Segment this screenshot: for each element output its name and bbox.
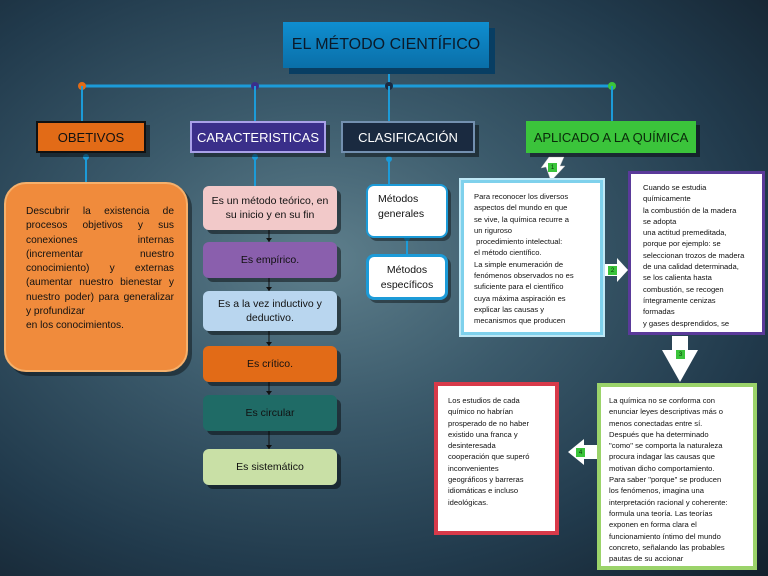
text-line: menos conectadas entre sí. <box>609 418 703 428</box>
text-line: se vive, la química recurre a <box>474 214 569 224</box>
step-label-1: 1 <box>548 163 557 172</box>
text-line: se los calienta hasta <box>643 273 712 283</box>
header-caracteristicas: CARACTERISTICAS <box>190 121 326 153</box>
text-line: cuya máxima aspiración es <box>474 293 566 303</box>
text-line: geográficos y barreras <box>448 475 524 485</box>
caracteristica-sistematico: Es sistemático <box>203 449 337 485</box>
objetivos-text: Descubrir la existencia de procesos objetivos y sus conexiones internas (incrementar nuestro conocimiento) y externas (aumentar nuestro bienestar y nuestro poder) para generalizar y profundizar <box>26 206 174 318</box>
text-line: fenómenos observados no es <box>474 271 574 281</box>
quimica-box-2 <box>628 171 765 335</box>
text-line: prosperado de no haber <box>448 418 530 428</box>
page-title: EL MÉTODO CIENTÍFICO <box>283 22 489 68</box>
objetivos-text-end: en los conocimientos. <box>26 320 124 332</box>
step-label-3: 3 <box>676 350 685 359</box>
caracteristica-empirico: Es empírico. <box>203 242 337 278</box>
text-line: cooperación que superó <box>448 452 530 462</box>
text-line: suficiente para el científico <box>474 282 564 292</box>
text-line: Para reconocer los diversos <box>474 192 569 201</box>
text-line: procura indagar las causas que <box>609 452 715 462</box>
text-line: concreto, señalando las probables <box>609 542 725 552</box>
text-line: combustión, se recogen <box>643 284 724 294</box>
header-quimica: APLICADO A LA QUÍMICA <box>526 121 696 153</box>
text-line: íntegramente cenizas <box>643 295 716 305</box>
text-line: motivan dicho comportamiento. <box>609 463 715 473</box>
caracteristica-inductivo: Es a la vez inductivo y deductivo. <box>203 291 337 331</box>
caracteristica-circular: Es circular <box>203 395 337 431</box>
text-line: los fenómenos, imagina una <box>609 486 704 496</box>
step-label-4: 4 <box>576 448 585 457</box>
text-line: ideológicas. <box>448 497 489 507</box>
header-clasificacion: CLASIFICACIÓN <box>341 121 475 153</box>
text-line: Después que ha determinado <box>609 429 709 439</box>
text-line: un riguroso <box>474 225 512 235</box>
text-line: una actitud premeditada, <box>643 228 727 238</box>
text-line: químicamente <box>643 194 691 204</box>
text-line: de una calidad determinada, <box>643 262 739 272</box>
header-objetivos: OBETIVOS <box>36 121 146 153</box>
text-line: interpretación racional y coherente: <box>609 497 728 507</box>
text-line: Los estudios de cada <box>448 396 520 405</box>
text-line: enunciar leyes descriptivas más o <box>609 407 723 417</box>
text-line: el método científico. <box>474 248 542 258</box>
text-line: desinteresada <box>448 441 496 451</box>
text-line: la combustión de la madera <box>643 205 737 215</box>
caracteristica-teorico: Es un método teórico, en su inicio y en su fin <box>203 186 337 230</box>
objetivos-box <box>4 182 188 372</box>
text-line: La química no se conforma con <box>609 396 715 405</box>
caracteristica-critico: Es crítico. <box>203 346 337 382</box>
text-line: se adopta <box>643 216 677 226</box>
text-line: "como" se comporta la naturaleza <box>609 441 723 451</box>
arrow-3-icon <box>662 336 698 382</box>
text-line: químico no habrían <box>448 407 514 417</box>
quimica-box-4 <box>434 382 559 535</box>
text-line: y gases desprendidos, se <box>643 318 730 328</box>
text-line: formula una teoría. Las teorías <box>609 508 713 518</box>
text-line: procedimiento intelectual: <box>474 237 563 247</box>
quimica-box-3 <box>597 383 757 570</box>
text-line: existido una franca y <box>448 429 518 439</box>
clasificacion-especificos: Métodos específicos <box>366 254 448 300</box>
quimica-box-1 <box>461 180 603 335</box>
text-line: Cuando se estudia <box>643 183 707 192</box>
clasificacion-generales: Métodos generales <box>366 184 448 238</box>
text-line: formadas <box>643 307 675 317</box>
text-line: funcionamiento íntimo del mundo <box>609 531 721 541</box>
text-line: La simple enumeración de <box>474 259 564 269</box>
text-line: aspectos del mundo en que <box>474 203 568 213</box>
text-line: mecanismos que producen <box>474 316 566 326</box>
step-label-2: 2 <box>608 266 617 275</box>
text-line: inconvenientes <box>448 463 499 473</box>
text-line: porque por ejemplo: se <box>643 239 721 249</box>
text-line: pautas de su accionar <box>609 554 684 564</box>
text-line: Para saber "porque" se producen <box>609 475 722 485</box>
text-line: idiomáticas e incluso <box>448 486 519 496</box>
text-line: exponen en forma clara el <box>609 520 697 530</box>
text-line: explicar las causas y <box>474 304 545 314</box>
text-line: seleccionan trozos de madera <box>643 250 745 260</box>
